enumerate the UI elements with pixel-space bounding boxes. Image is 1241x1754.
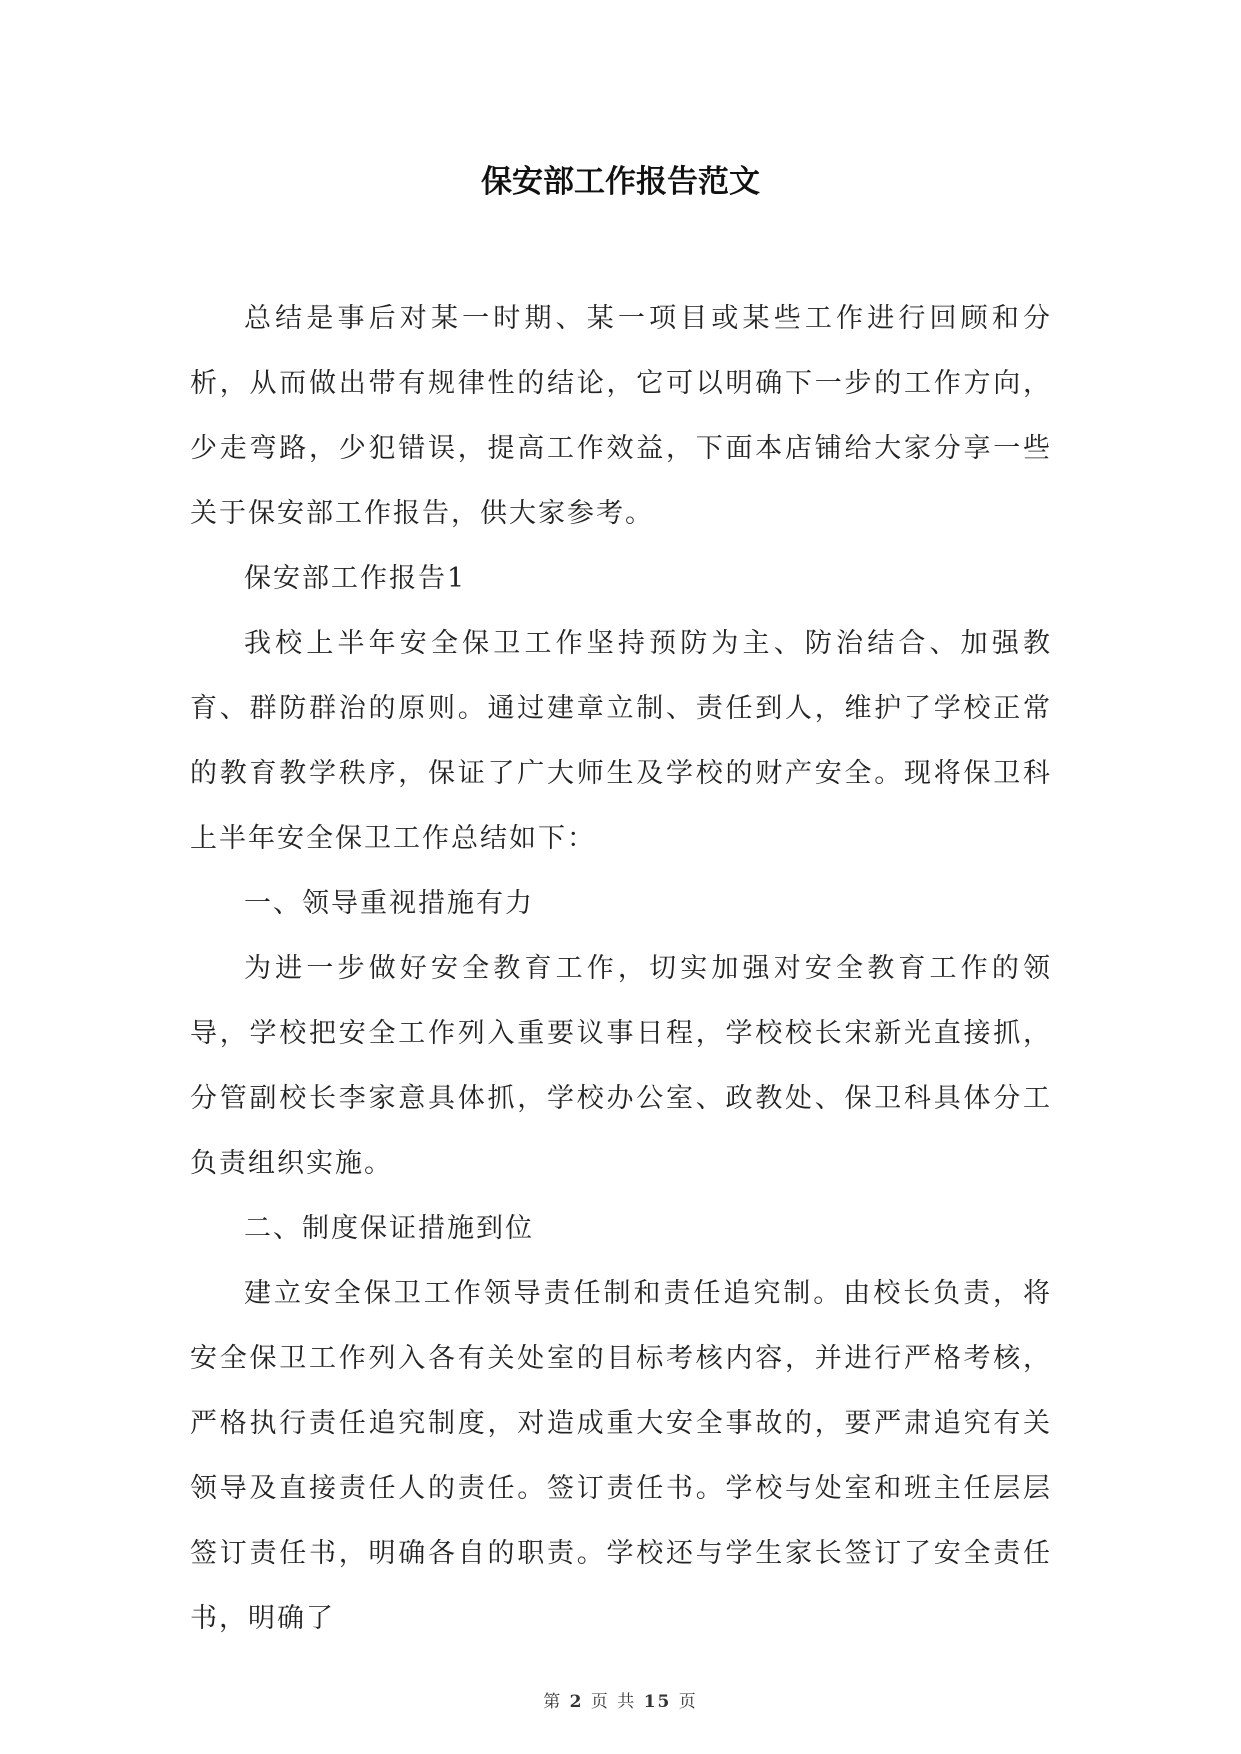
paragraph-overview: 我校上半年安全保卫工作坚持预防为主、防治结合、加强教育、群防群治的原则。通过建章立制、责任到人，维护了学校正常的教育教学秩序，保证了广大师生及学校的财产安全。现将保卫科上半年安全保卫工作总结如下： — [190, 628, 1052, 854]
footer-current-page: 2 — [569, 1692, 584, 1712]
footer-suffix: 页 — [678, 1692, 698, 1712]
document-body — [190, 286, 1052, 1651]
section-heading-leadership: 一、领导重视措施有力 — [244, 888, 534, 919]
section-heading-system: 二、制度保证措施到位 — [244, 1213, 534, 1244]
footer-prefix: 第 — [543, 1692, 563, 1712]
paragraph-leadership: 为进一步做好安全教育工作，切实加强对安全教育工作的领导，学校把安全工作列入重要议事日程，学校校长宋新光直接抓，分管副校长李家意具体抓，学校办公室、政教处、保卫科具体分工负责组织实施。 — [190, 953, 1052, 1179]
footer-total-pages: 15 — [643, 1692, 672, 1712]
section-heading-report-1: 保安部工作报告1 — [244, 563, 467, 594]
page-footer — [0, 1690, 1241, 1714]
paragraph-system: 建立安全保卫工作领导责任制和责任追究制。由校长负责，将安全保卫工作列入各有关处室的目标考核内容，并进行严格考核，严格执行责任追究制度，对造成重大安全事故的，要严肃追究有关领导及直接责任人的责任。签订责任书。学校与处室和班主任层层签订责任书，明确各自的职责。学校还与学生家长签订了安全责任书，明确了 — [190, 1278, 1052, 1634]
document-title: 保安部工作报告范文 — [481, 164, 760, 200]
paragraph-intro: 总结是事后对某一时期、某一项目或某些工作进行回顾和分析，从而做出带有规律性的结论，它可以明确下一步的工作方向，少走弯路，少犯错误，提高工作效益，下面本店铺给大家分享一些关于保安部工作报告，供大家参考。 — [190, 303, 1052, 529]
footer-middle: 页 共 — [590, 1692, 637, 1712]
